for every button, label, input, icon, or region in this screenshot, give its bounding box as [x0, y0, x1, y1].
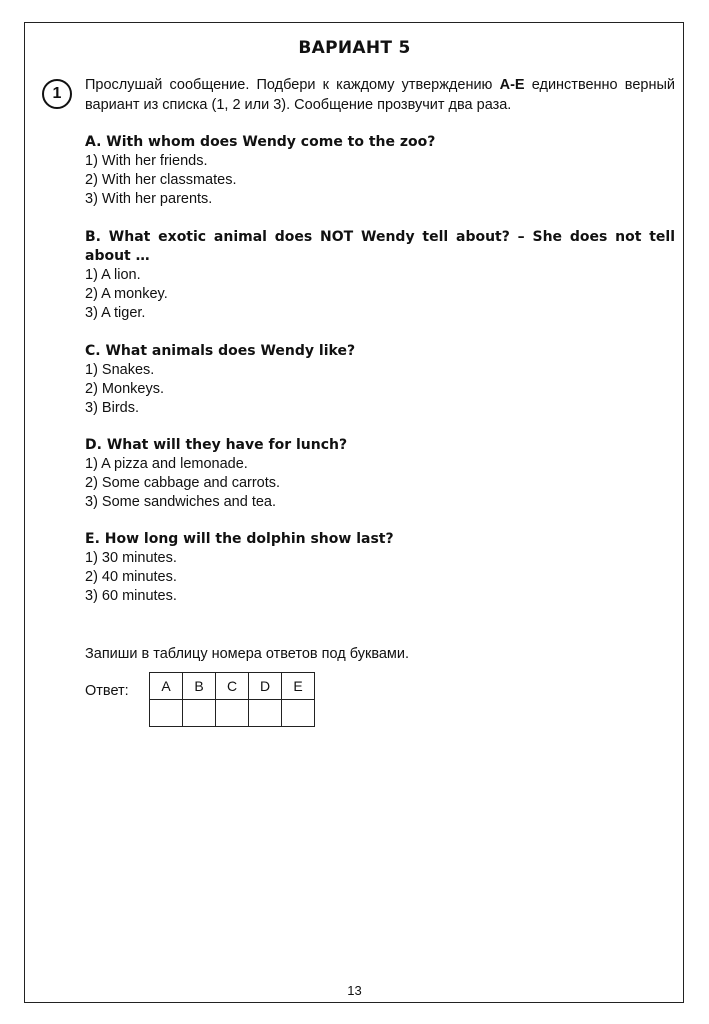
answer-column-header: B [183, 673, 216, 700]
question-label: D. What will they have for lunch? [85, 437, 348, 453]
answer-cell-b[interactable] [183, 700, 216, 727]
option: 3) Birds. [85, 400, 139, 416]
option: 3) 60 minutes. [85, 588, 177, 604]
option: 2) A monkey. [85, 286, 168, 302]
question-label: C. What animals does Wendy like? [85, 343, 356, 359]
option: 3) With her parents. [85, 191, 213, 207]
option: 1) 30 minutes. [85, 550, 177, 566]
answer-header-row [150, 673, 315, 700]
table-instruction: Запиши в таблицу номера ответов под буквами. [85, 646, 410, 662]
answer-cell-a[interactable] [150, 700, 183, 727]
answer-table [149, 672, 315, 727]
answer-column-header: C [216, 673, 249, 700]
question-e [85, 530, 675, 606]
question-b [85, 228, 675, 323]
task-instruction [85, 75, 675, 115]
option: 3) A tiger. [85, 305, 146, 321]
option: 1) With her friends. [85, 153, 208, 169]
option: 1) Snakes. [85, 362, 155, 378]
task-number-badge: 1 [42, 79, 72, 109]
instruction-text-2: единственно верный вариант из списка (1, 2 или 3). Сообщение прозвучит два раза. [85, 77, 675, 113]
question-c [85, 342, 675, 418]
page-number: 13 [347, 983, 362, 998]
option: 2) Some cabbage and carrots. [85, 475, 281, 491]
instruction-text-1: Прослушай сообщение. Подбери к каждому утверждению [85, 77, 500, 93]
option: 2) With her classmates. [85, 172, 237, 188]
answer-column-header: E [282, 673, 315, 700]
question-d [85, 436, 675, 512]
answer-column-header: A [150, 673, 183, 700]
answer-cell-c[interactable] [216, 700, 249, 727]
answer-cell-e[interactable] [282, 700, 315, 727]
question-label: B. What exotic animal does NOT Wendy tell about? – She does not tell about … [85, 229, 675, 264]
answer-column-header: D [249, 673, 282, 700]
option: 3) Some sandwiches and tea. [85, 494, 277, 510]
option: 1) A pizza and lemonade. [85, 456, 248, 472]
answer-input-row [150, 700, 315, 727]
question-label: A. With whom does Wendy come to the zoo? [85, 134, 436, 150]
page-title: ВАРИАНТ 5 [298, 38, 411, 58]
question-label: E. How long will the dolphin show last? [85, 531, 394, 547]
answer-label: Ответ: [85, 683, 129, 699]
option: 2) 40 minutes. [85, 569, 177, 585]
option: 1) A lion. [85, 267, 141, 283]
option: 2) Monkeys. [85, 381, 164, 397]
answer-cell-d[interactable] [249, 700, 282, 727]
instruction-bold: A-E [499, 77, 525, 93]
question-a [85, 133, 675, 209]
